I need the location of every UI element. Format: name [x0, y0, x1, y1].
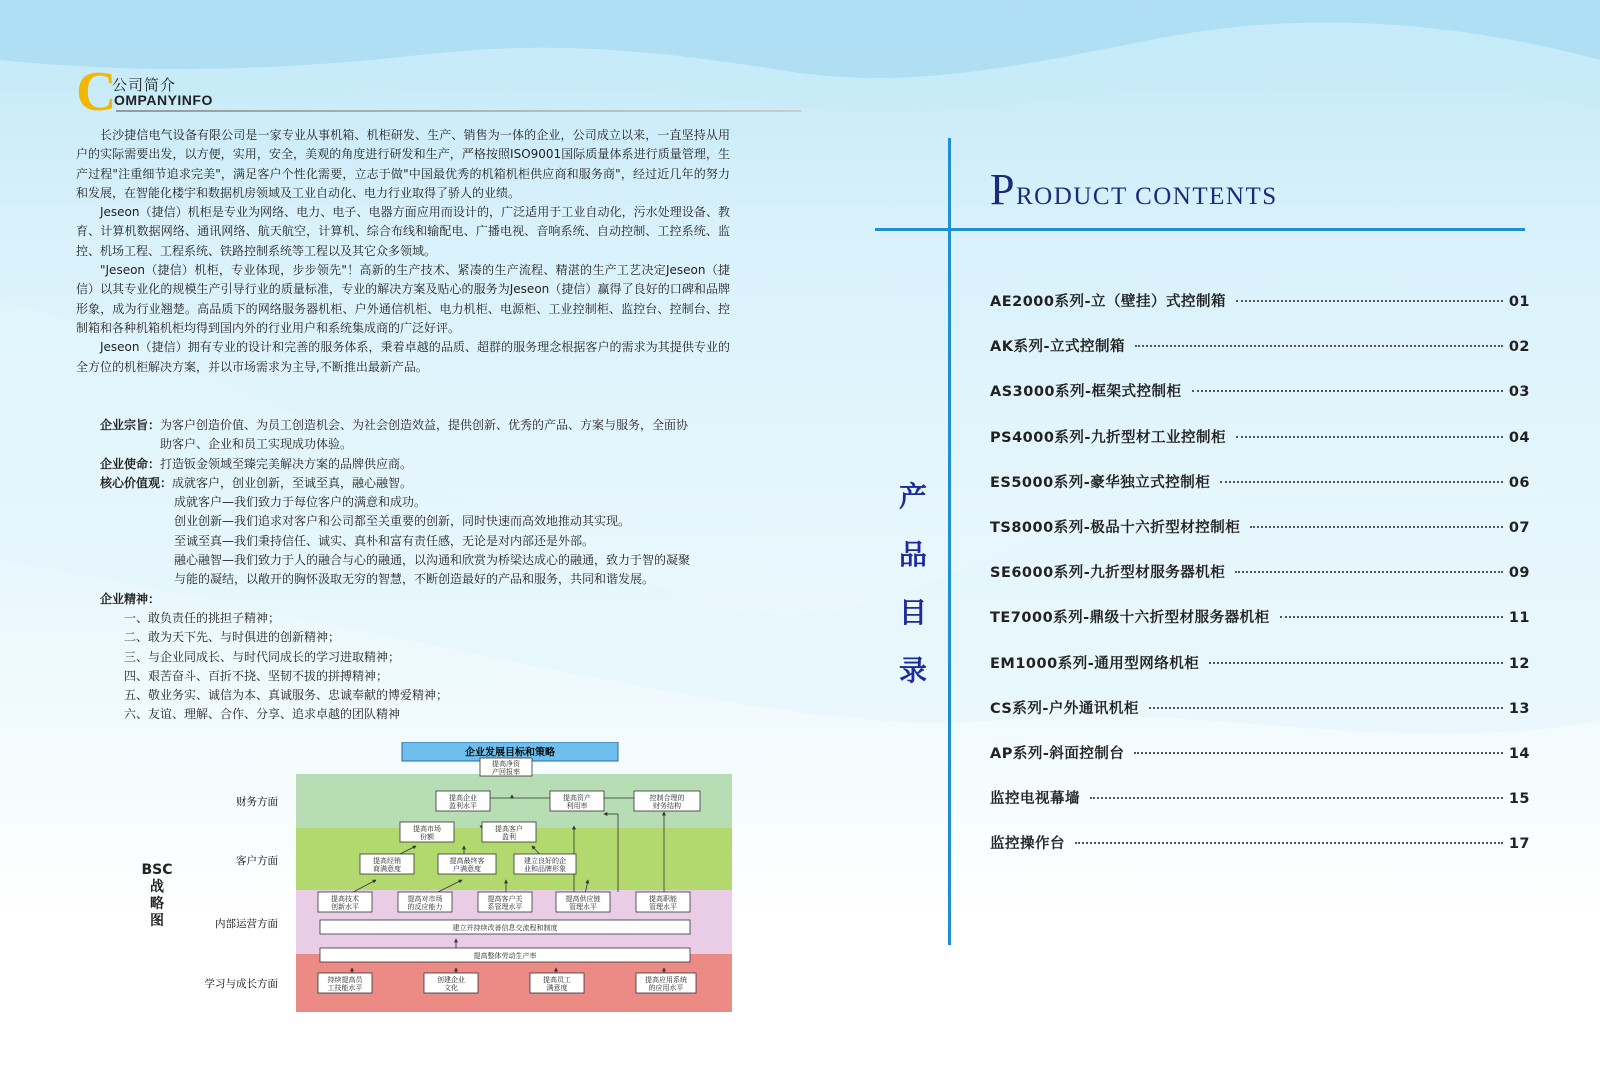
- toc-leader-dots: [1192, 390, 1503, 392]
- core-value-line: 至诚至真—我们秉持信任、诚实、真朴和富有责任感，无论是对内部还是外部。: [174, 533, 595, 548]
- toc-item[interactable]: [990, 652, 1530, 697]
- bsc-box-label: 利用率: [566, 802, 588, 810]
- company-intro: [76, 126, 730, 377]
- table-of-contents: [990, 290, 1530, 877]
- row-label-customer: 客户方面: [236, 855, 278, 867]
- toc-leader-dots: [1090, 797, 1503, 799]
- core-value-line: 融心融智—我们致力于人的融合与心的融通，以沟通和欣赏为桥梁达成心的融通，致力于智的凝聚: [174, 553, 691, 568]
- bsc-box-label: 提高应用系统: [645, 976, 687, 984]
- bsc-box-label: 持续提高员: [327, 976, 363, 984]
- intro-paragraph: "Jeseon（捷信）机柜，专业体现，步步领先"！高新的生产技术、紧凑的生产流程、精湛的生产工艺决定Jeseon（捷信）以其专业化的规模生产引导行业的质量标准，专业的解决方案及贴心的服务为Jeseon（捷信）赢得了良好的口碑和品牌形象，成为行业翘楚。高品质下的网络服务器机柜、户外通信机柜、电力机柜、电源柜、工业控制柜、监控台、控制台、控制箱和各种机箱机柜均得到国内外的行业用户和系统集成商的广泛好评。: [76, 263, 730, 335]
- vertical-title-char: 品: [898, 538, 927, 571]
- company-heading: [76, 61, 726, 123]
- purpose-text: 为客户创造价值、为员工创造机会、为社会创造效益，提供创新、优秀的产品、方案与服务，全面协: [160, 418, 689, 432]
- bsc-box-label: 份额: [420, 833, 434, 841]
- toc-item-page: 09: [1508, 565, 1530, 582]
- intro-paragraph: Jeseon（捷信）拥有专业的设计和完善的服务体系，秉着卓越的品质、超群的服务理念根据客户的需求为其提供专业的全方位的机柜解决方案，并以市场需求为主导,不断推出最新产品。: [76, 340, 730, 374]
- bsc-box-label: 创新水平: [331, 903, 359, 911]
- bsc-box-label: 商满意度: [373, 865, 401, 873]
- mission-text: 打造钣金领域至臻完美解决方案的品牌供应商。: [160, 456, 413, 471]
- toc-leader-dots: [1075, 842, 1503, 844]
- bsc-diagram: [140, 742, 740, 1022]
- toc-item[interactable]: [990, 787, 1530, 832]
- bsc-box-label: 财务结构: [653, 802, 681, 810]
- toc-leader-dots: [1149, 707, 1503, 709]
- toc-item-name: EM1000系列-通用型网络机柜: [990, 655, 1200, 672]
- toc-leader-dots: [1135, 345, 1503, 347]
- product-title-rest: RODUCT CONTENTS: [1015, 183, 1278, 210]
- bsc-box-label: 建立并持续改善信息交流程和制度: [452, 924, 558, 932]
- contents-horizontal-rule: [875, 228, 1525, 231]
- toc-item-page: 12: [1508, 655, 1530, 672]
- toc-item-name: AK系列-立式控制箱: [990, 339, 1125, 356]
- spirit-item: 六、友谊、理解、合作、分享、追求卓越的团队精神: [124, 707, 401, 722]
- spirit-item: 一、敢负责任的挑担子精神；: [124, 610, 281, 625]
- toc-item[interactable]: [990, 471, 1530, 516]
- bsc-box-label: 提高对市场: [407, 895, 443, 903]
- bsc-box-label: 的应用水平: [648, 984, 684, 992]
- bsc-box-label: 提高员工: [543, 976, 571, 984]
- bsc-box-label: 满意度: [546, 984, 568, 992]
- product-contents-title: [990, 164, 1278, 215]
- toc-item-name: PS4000系列-九折型材工业控制柜: [990, 429, 1226, 446]
- bsc-box-label: 管理水平: [649, 903, 677, 911]
- core-values-label: 核心价值观：: [100, 475, 173, 490]
- toc-item[interactable]: [990, 697, 1530, 742]
- core-value-line: 与能的凝结，以敞开的胸怀汲取无穷的智慧，不断创造最好的产品和服务，共同和谐发展。: [174, 572, 655, 587]
- bsc-title: 企业发展目标和策略: [465, 747, 555, 759]
- row-label-financial: 财务方面: [236, 796, 278, 808]
- heading-cn-title: 公司简介: [112, 76, 177, 94]
- spirit-item: 三、与企业同成长、与时代同成长的学习进取精神；: [124, 649, 401, 664]
- heading-en-title: OMPANYINFO: [114, 92, 213, 108]
- toc-leader-dots: [1236, 436, 1503, 438]
- purpose-label: 企业宗旨：: [100, 418, 161, 432]
- bsc-box-label: 提高技术: [331, 895, 359, 903]
- bsc-box-label: 控制合理的: [649, 794, 685, 802]
- bsc-strategy-map: [140, 742, 740, 1022]
- corporate-values: [100, 416, 720, 725]
- bsc-side-label-line: 战: [150, 879, 164, 895]
- toc-item-name: AE2000系列-立（壁挂）式控制箱: [990, 294, 1227, 310]
- core-values-text: 成就客户，创业创新，至诚至真，融心融智。: [172, 475, 413, 490]
- toc-item-page: 07: [1508, 519, 1530, 536]
- bsc-box-label: 盈利: [502, 833, 516, 841]
- heading-rule: [116, 110, 801, 112]
- row-label-learning: 学习与成长方面: [204, 978, 278, 990]
- bsc-side-label-line: BSC: [141, 862, 173, 878]
- toc-leader-dots: [1235, 571, 1503, 573]
- toc-item[interactable]: [990, 380, 1530, 425]
- bsc-box-label: 提高整体劳动生产率: [473, 952, 537, 960]
- intro-paragraph: Jeseon（捷信）机柜是专业为网络、电力、电子、电器方面应用而设计的，广泛适用于工业自动化，污水处理设备、教育、计算机数据网络、通讯网络、航天航空，计算机、综合布线和输配电、广播电视、音响系统、自动控制、工控系统、监控、机场工程、工程系统、铁路控制系统等工程以及其它众多领域。: [76, 205, 730, 258]
- bsc-box-label: 业和品牌形象: [524, 865, 566, 873]
- toc-item-name: TS8000系列-极品十六折型材控制柜: [990, 519, 1241, 536]
- purpose-text-cont: 助客户、企业和员工实现成功体验。: [160, 437, 353, 452]
- toc-item-name: CS系列-户外通讯机柜: [990, 700, 1139, 717]
- bsc-box-label: 提高职能: [649, 895, 677, 903]
- toc-item[interactable]: [990, 426, 1530, 471]
- bsc-box-label: 系管理水平: [487, 903, 523, 911]
- toc-leader-dots: [1134, 752, 1502, 754]
- bsc-side-label: [140, 862, 174, 930]
- toc-item-name: SE6000系列-九折型材服务器机柜: [990, 565, 1226, 582]
- bsc-box-label: 建立良好的企: [524, 857, 566, 865]
- spirit-label: 企业精神：: [100, 591, 161, 606]
- bsc-box-label: 提高市场: [413, 825, 441, 833]
- toc-leader-dots: [1280, 616, 1503, 618]
- purpose-row: [100, 416, 720, 435]
- vertical-title-char: 目: [898, 596, 927, 629]
- core-value-line: 成就客户—我们致力于每位客户的满意和成功。: [174, 495, 427, 510]
- bsc-box-label: 工技能水平: [327, 984, 363, 992]
- toc-item-name: 监控电视幕墙: [990, 791, 1080, 808]
- bsc-box-label: 提高最终客: [449, 857, 485, 865]
- toc-item-page: 04: [1508, 429, 1530, 446]
- bsc-box-label: 提高净资: [492, 760, 520, 768]
- toc-item[interactable]: [990, 832, 1530, 877]
- spirit-item: 二、敢为天下先、与时俱进的创新精神；: [124, 630, 341, 645]
- toc-item-page: 15: [1508, 791, 1530, 808]
- contents-vertical-title: [893, 468, 933, 700]
- bsc-box-label: 创建企业: [437, 976, 465, 984]
- bsc-box-label: 提高供应链: [565, 895, 601, 903]
- toc-item-name: AP系列-斜面控制台: [990, 745, 1125, 762]
- bsc-box-label: 提高客户关: [487, 895, 523, 903]
- toc-item-page: 17: [1508, 836, 1530, 853]
- toc-leader-dots: [1236, 300, 1503, 302]
- toc-item[interactable]: [990, 516, 1530, 561]
- spirit-item: 四、艰苦奋斗、百折不挠、坚韧不拔的拼搏精神；: [124, 668, 389, 683]
- toc-item[interactable]: [990, 561, 1530, 606]
- toc-item-name: 监控操作台: [990, 836, 1065, 853]
- toc-item-page: 14: [1508, 745, 1530, 762]
- toc-item-name: TE7000系列-鼎级十六折型材服务器机柜: [990, 610, 1270, 627]
- vertical-title-char: 产: [898, 480, 927, 513]
- toc-item[interactable]: [990, 335, 1530, 380]
- toc-item-name: AS3000系列-框架式控制柜: [990, 384, 1182, 401]
- toc-item[interactable]: [990, 606, 1530, 651]
- toc-item-page: 06: [1508, 474, 1530, 491]
- contents-vertical-rule: [948, 138, 951, 945]
- bsc-box-label: 文化: [444, 984, 458, 992]
- core-value-line: 创业创新—我们追求对客户和公司都至关重要的创新，同时快速而高效地推动其实现。: [174, 514, 631, 529]
- bsc-box-label: 户满意度: [453, 865, 481, 873]
- toc-leader-dots: [1209, 662, 1503, 664]
- heading-initial-letter: C: [76, 61, 117, 123]
- toc-item-page: 13: [1508, 700, 1530, 717]
- mission-label: 企业使命：: [100, 456, 161, 471]
- bsc-side-label-line: 略: [150, 896, 164, 912]
- mission-row: [100, 455, 720, 474]
- row-label-internal: 内部运营方面: [215, 918, 278, 930]
- toc-item-page: 01: [1508, 294, 1530, 310]
- bsc-box-label: 产回报率: [492, 768, 520, 776]
- bsc-box-label: 管理水平: [569, 903, 597, 911]
- toc-item-name: ES5000系列-豪华独立式控制柜: [990, 474, 1211, 491]
- toc-leader-dots: [1220, 481, 1503, 483]
- product-title-cap: P: [990, 165, 1016, 214]
- toc-leader-dots: [1250, 526, 1503, 528]
- bsc-box-label: 提高资产: [563, 794, 591, 802]
- core-values-row: [100, 474, 720, 493]
- spirit-item: 五、敬业务实、诚信为本、真诚服务、忠诚奉献的博爱精神；: [124, 688, 449, 703]
- toc-item-page: 03: [1508, 384, 1530, 401]
- spirit-list: [100, 609, 720, 725]
- toc-item[interactable]: [990, 290, 1530, 335]
- bsc-box-label: 的反应能力: [407, 903, 443, 911]
- toc-item-page: 11: [1508, 610, 1530, 627]
- bsc-side-label-line: 图: [150, 913, 164, 929]
- intro-paragraph: 长沙捷信电气设备有限公司是一家专业从事机箱、机柜研发、生产、销售为一体的企业，公司成立以来，一直坚持从用户的实际需要出发，以方便，实用，安全，美观的角度进行研发和生产，严格按照ISO9001国际质量体系进行质量管理，生产过程"注重细节追求完美"，满足客户个性化需要，立志于做"中国最优秀的机箱机柜供应商和服务商"，经过近几年的努力和发展，在智能化楼宇和数据机房领域及工业自动化、电力行业取得了骄人的业绩。: [76, 128, 730, 200]
- toc-item[interactable]: [990, 742, 1530, 787]
- vertical-title-char: 录: [898, 654, 927, 687]
- bsc-box-label: 盈利水平: [449, 802, 477, 810]
- bsc-box-label: 提高经销: [373, 857, 401, 865]
- toc-item-page: 02: [1508, 339, 1530, 356]
- bsc-box-label: 提高企业: [449, 794, 477, 802]
- bsc-box-label: 提高客户: [495, 825, 523, 833]
